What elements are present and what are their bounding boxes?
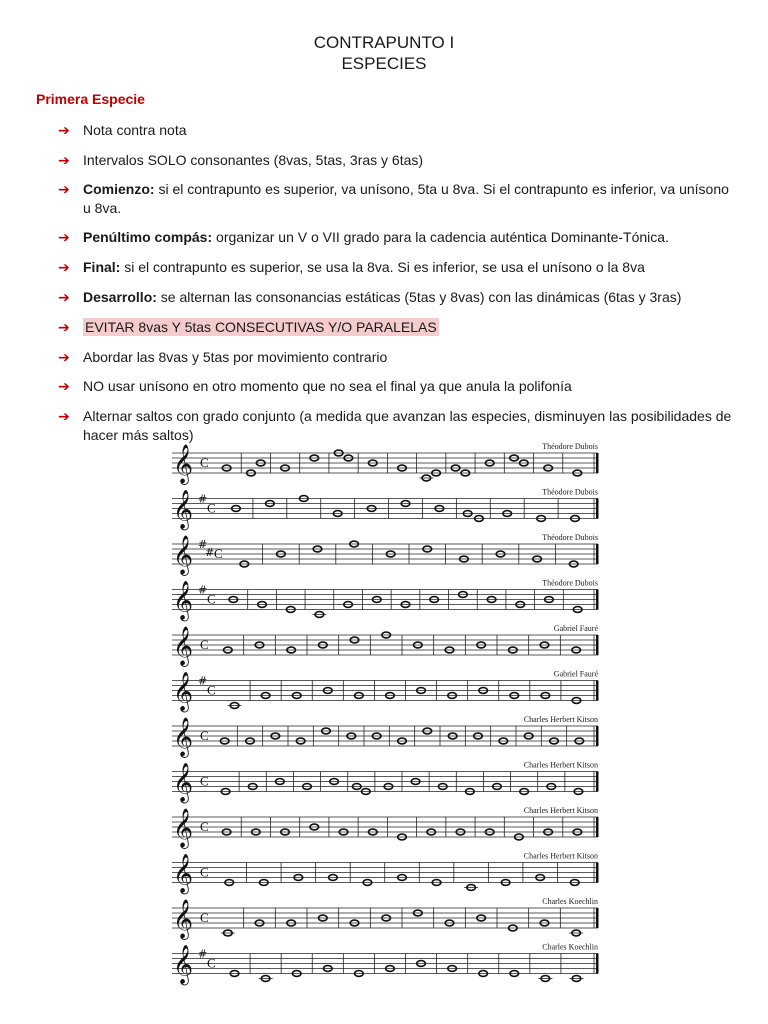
time-signature: C — [207, 500, 216, 516]
staff-example — [172, 897, 599, 940]
treble-clef-icon: 𝄞 — [173, 899, 194, 939]
time-signature: C — [200, 864, 209, 880]
final-barline-thick — [596, 908, 599, 928]
bullet-text: Abordar las 8vas y 5tas por movimiento contrario — [83, 349, 388, 365]
time-signature: C — [214, 546, 223, 561]
time-signature: C — [207, 591, 216, 607]
final-barline-thick — [596, 863, 599, 883]
bullet-text: Intervalos SOLO consonantes (8vas, 5tas, 3ras y 6tas) — [83, 152, 424, 168]
composer-credit: Théodore Dubois — [542, 442, 598, 451]
staff-example — [172, 715, 599, 758]
arrow-right-icon: ➔ — [58, 229, 70, 245]
arrow-right-icon: ➔ — [58, 259, 70, 275]
final-barline-thick — [596, 817, 599, 837]
sharp-icon: # — [198, 674, 208, 688]
treble-clef-icon: 𝄞 — [173, 808, 194, 848]
section-heading: Primera Especie — [36, 91, 145, 107]
final-barline-thick — [596, 453, 599, 473]
final-barline-thick — [596, 954, 599, 974]
composer-credit: Charles Herbert Kitson — [523, 760, 598, 770]
composer-credit: Charles Herbert Kitson — [523, 806, 598, 815]
sharp-icon: # — [198, 947, 208, 961]
staff-example — [172, 624, 599, 667]
time-signature: C — [200, 819, 209, 834]
bullet-text: Desarrollo: se alternan las consonancias estáticas (5tas y 8vas) con las dinámicas (6tas y 3ras) — [83, 289, 682, 305]
arrow-right-icon: ➔ — [58, 152, 70, 168]
sharp-icon: # — [205, 546, 215, 559]
treble-clef-icon: 𝄞 — [173, 944, 194, 985]
time-signature: C — [207, 682, 216, 698]
treble-clef-icon: 𝄞 — [173, 762, 194, 803]
bullet-text: Final: si el contrapunto es superior, se usa la 8va. Si es inferior, se usa el unísono o la 8va — [83, 259, 645, 275]
staff-example — [172, 761, 599, 804]
composer-credit: Charles Koechlin — [542, 897, 598, 906]
composer-credit: Théodore Dubois — [542, 578, 598, 588]
staff-example — [172, 579, 599, 622]
final-barline-thick — [596, 772, 599, 792]
staff-example — [172, 852, 599, 895]
page-title — [0, 32, 768, 74]
final-barline-thick — [596, 726, 599, 746]
bullet-text: NO usar unísono en otro momento que no sea el final ya que anula la polifonía — [83, 378, 572, 394]
treble-clef-icon: 𝄞 — [173, 717, 194, 757]
composer-credit: Charles Herbert Kitson — [523, 851, 598, 861]
bullet-text: Comienzo: si el contrapunto es superior, va unísono, 5ta u 8va. Si el contrapunto es inferior, va unísono u 8va. — [83, 181, 729, 216]
composer-credit: Théodore Dubois — [542, 487, 598, 497]
time-signature: C — [200, 910, 209, 925]
staff-example — [172, 533, 599, 576]
bullet-text: Penúltimo compás: organizar un V o VII grado para la cadencia auténtica Dominante-Tónica. — [83, 229, 669, 245]
highlighted-text: EVITAR 8vas Y 5tas CONSECUTIVAS Y/O PARALELAS — [85, 319, 437, 335]
title-line-1: CONTRAPUNTO I — [313, 33, 455, 52]
staff-example — [172, 442, 599, 485]
sharp-icon: # — [198, 583, 208, 597]
treble-clef-icon: 𝄞 — [173, 580, 194, 621]
treble-clef-icon: 𝄞 — [173, 444, 194, 484]
time-signature: C — [200, 637, 209, 652]
bullet-text — [83, 318, 733, 337]
treble-clef-icon: 𝄞 — [173, 489, 194, 530]
final-barline-thick — [596, 499, 599, 519]
staff-example — [172, 670, 599, 713]
time-signature: C — [200, 455, 209, 470]
arrow-right-icon: ➔ — [58, 319, 70, 335]
bullet-text: Alternar saltos con grado conjunto (a medida que avanzan las especies, disminuyen las posibilidades de hacer más saltos) — [83, 408, 732, 443]
staff-example — [172, 488, 599, 531]
sharp-icon: # — [198, 492, 208, 506]
arrow-right-icon: ➔ — [58, 181, 70, 197]
final-barline-thick — [596, 681, 599, 701]
treble-clef-icon: 𝄞 — [173, 535, 194, 575]
staff-example — [172, 806, 599, 849]
final-barline-thick — [596, 635, 599, 655]
treble-clef-icon: 𝄞 — [173, 853, 194, 894]
composer-credit: Gabriel Fauré — [553, 624, 598, 633]
arrow-right-icon: ➔ — [58, 408, 70, 424]
arrow-right-icon: ➔ — [58, 289, 70, 305]
final-barline-thick — [596, 544, 599, 564]
arrow-right-icon: ➔ — [58, 378, 70, 394]
treble-clef-icon: 𝄞 — [173, 671, 194, 712]
composer-credit: Théodore Dubois — [542, 533, 598, 542]
staff-example — [172, 943, 599, 986]
bullet-text: Nota contra nota — [83, 122, 187, 138]
sharp-icon: # — [198, 538, 208, 551]
composer-credit: Gabriel Fauré — [553, 669, 598, 679]
treble-clef-icon: 𝄞 — [173, 626, 194, 666]
title-line-2: ESPECIES — [341, 54, 427, 73]
final-barline-thick — [596, 590, 599, 610]
arrow-right-icon: ➔ — [58, 349, 70, 365]
cantus-firmus-examples — [160, 440, 610, 990]
time-signature: C — [207, 955, 216, 971]
time-signature: C — [200, 773, 209, 789]
composer-credit: Charles Herbert Kitson — [523, 715, 598, 724]
arrow-right-icon: ➔ — [58, 122, 70, 138]
composer-credit: Charles Koechlin — [542, 942, 598, 952]
time-signature: C — [200, 728, 209, 743]
